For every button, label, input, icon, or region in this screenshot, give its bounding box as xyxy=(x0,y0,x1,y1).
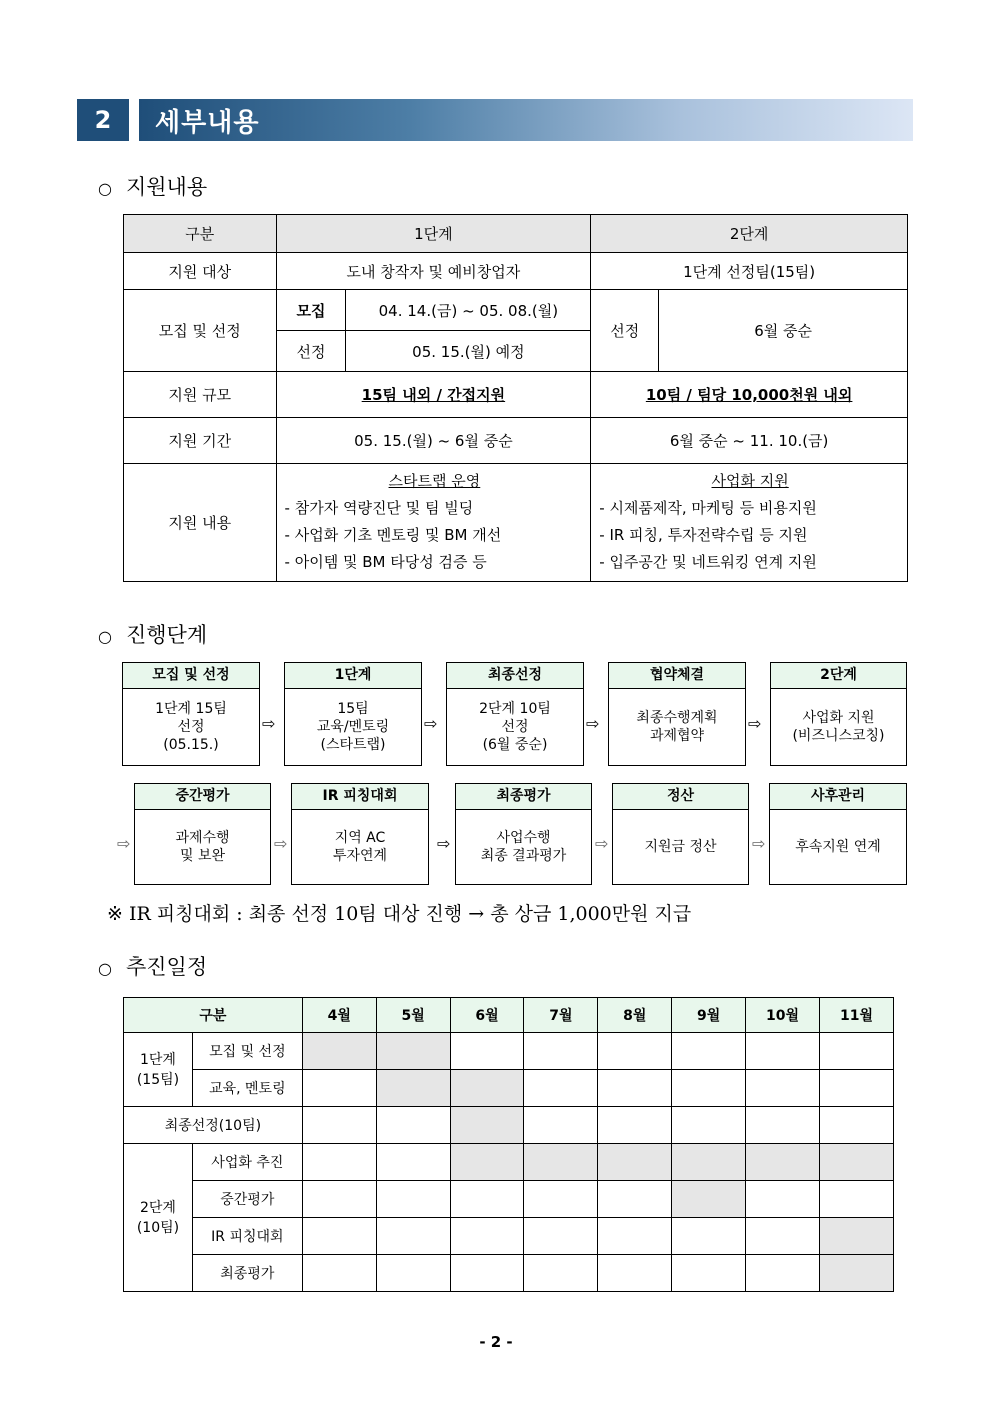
month-header: 5월 xyxy=(376,998,450,1033)
schedule-cell xyxy=(820,1070,894,1107)
process-step-line: (05.15.) xyxy=(163,737,219,753)
schedule-cell xyxy=(746,1107,820,1144)
ir-pitching-note: ※ IR 피칭대회 : 최종 선정 10팀 대상 진행 → 총 상금 1,000만원 지급 xyxy=(107,903,692,925)
month-header: 7월 xyxy=(524,998,598,1033)
schedule-cell xyxy=(672,1218,746,1255)
schedule-cell xyxy=(302,1107,376,1144)
right-arrow-icon: ⇨ xyxy=(586,714,600,733)
support-table xyxy=(123,214,908,582)
schedule-cell xyxy=(524,1070,598,1107)
schedule-cell-active xyxy=(598,1144,672,1181)
process-step-line: (비즈니스코칭) xyxy=(792,728,885,744)
subhead-support xyxy=(98,171,207,201)
schedule-cell xyxy=(524,1033,598,1070)
process-step-line: 지원금 정산 xyxy=(644,839,717,855)
process-step-title: 중간평가 xyxy=(135,784,270,810)
row-target xyxy=(124,253,908,290)
schedule-cell xyxy=(598,1255,672,1292)
subhead-process-text: 진행단계 xyxy=(125,623,208,647)
content-stage2-title: 사업화 지원 xyxy=(711,472,789,490)
schedule-row-commercialization xyxy=(124,1144,894,1181)
section-number: 2 xyxy=(77,99,129,141)
schedule-row-label: 최종선정(10팀) xyxy=(124,1107,303,1144)
support-table-header xyxy=(124,215,908,253)
schedule-cell xyxy=(820,1181,894,1218)
section-title: 세부내용 xyxy=(155,107,260,138)
schedule-cell-active xyxy=(376,1033,450,1070)
scale-stage1-text: 15팀 내외 / 간접지원 xyxy=(361,386,506,404)
process-step-body xyxy=(613,810,748,884)
schedule-row-label: 최종평가 xyxy=(192,1255,302,1292)
target-stage2: 1단계 선정팀(15팀) xyxy=(591,253,908,290)
content-stage1 xyxy=(276,464,591,582)
process-step-line: 투자연계 xyxy=(332,848,388,864)
schedule-cell xyxy=(598,1181,672,1218)
process-step-title: 최종평가 xyxy=(456,784,591,810)
content-label: 지원 내용 xyxy=(124,464,277,582)
scale-stage2-text: 10팀 / 팀당 10,000천원 내외 xyxy=(645,386,853,404)
target-stage1: 도내 창작자 및 예비창업자 xyxy=(276,253,591,290)
schedule-cell-active xyxy=(820,1144,894,1181)
stage2-select-label: 선정 xyxy=(591,290,659,372)
process-step-title: 협약체결 xyxy=(609,663,745,689)
select-date: 05. 15.(월) 예정 xyxy=(346,331,591,372)
row-scale xyxy=(124,372,908,418)
process-step-line: 지역 AC xyxy=(334,830,386,846)
scale-stage2 xyxy=(591,372,908,418)
schedule-cell-active xyxy=(672,1181,746,1218)
content-stage1-title: 스타트랩 운영 xyxy=(388,472,481,490)
process-step-body xyxy=(609,689,745,765)
process-step-recruit xyxy=(122,662,260,766)
content-stage2-item: - 시제품제작, 마케팅 등 비용지원 xyxy=(599,499,817,517)
recruit-label: 모집 및 선정 xyxy=(124,290,277,372)
process-step-final-eval xyxy=(455,783,592,885)
select-sub-label: 선정 xyxy=(276,331,346,372)
month-header: 6월 xyxy=(450,998,524,1033)
schedule-row-ir-pitching xyxy=(124,1218,894,1255)
process-step-midterm xyxy=(134,783,271,885)
schedule-cell xyxy=(450,1033,524,1070)
schedule-cell-active xyxy=(302,1033,376,1070)
recruit-period: 04. 14.(금) ~ 05. 08.(월) xyxy=(346,290,591,331)
schedule-cell xyxy=(376,1107,450,1144)
content-stage1-item: - 참가자 역량진단 및 팀 빌딩 xyxy=(284,499,474,517)
scale-stage1 xyxy=(276,372,591,418)
schedule-row-label: 사업화 추진 xyxy=(192,1144,302,1181)
process-step-title: 1단계 xyxy=(285,663,421,689)
bullet-icon: ○ xyxy=(98,179,112,198)
right-arrow-icon: ⇨ xyxy=(424,714,438,733)
month-header: 9월 xyxy=(672,998,746,1033)
schedule-cell xyxy=(450,1255,524,1292)
target-label: 지원 대상 xyxy=(124,253,277,290)
month-header: 10월 xyxy=(746,998,820,1033)
process-step-body xyxy=(447,689,583,765)
process-step-line: 최종 결과평가 xyxy=(480,848,567,864)
schedule-row-label: 중간평가 xyxy=(192,1181,302,1218)
stage1-group-label: 1단계 (15팀) xyxy=(124,1033,193,1107)
schedule-cell-active xyxy=(376,1070,450,1107)
month-header: 4월 xyxy=(302,998,376,1033)
subhead-process xyxy=(98,619,207,649)
process-step-title: 2단계 xyxy=(771,663,906,689)
process-step-body xyxy=(456,810,591,884)
schedule-cell-active xyxy=(524,1144,598,1181)
process-step-body xyxy=(285,689,421,765)
schedule-cell xyxy=(672,1107,746,1144)
right-arrow-icon: ⇨ xyxy=(437,834,451,853)
schedule-cell xyxy=(598,1033,672,1070)
schedule-cell xyxy=(450,1218,524,1255)
schedule-cell xyxy=(746,1181,820,1218)
process-step-title: 사후관리 xyxy=(770,784,906,810)
schedule-row-recruit xyxy=(124,1033,894,1070)
content-stage2 xyxy=(591,464,908,582)
schedule-cell xyxy=(302,1070,376,1107)
schedule-table xyxy=(123,997,894,1292)
process-step-line: 1단계 15팀 xyxy=(155,701,227,717)
process-step-line: 과제수행 xyxy=(175,830,230,846)
schedule-cell xyxy=(598,1218,672,1255)
process-step-line: 최종수행계획 xyxy=(636,710,718,726)
process-step-title: 모집 및 선정 xyxy=(123,663,259,689)
process-step-line: 과제협약 xyxy=(649,728,705,744)
process-step-body xyxy=(770,810,906,884)
right-arrow-icon: ⇨ xyxy=(262,714,276,733)
process-step-title: 최종선정 xyxy=(447,663,583,689)
schedule-cell xyxy=(376,1144,450,1181)
right-arrow-icon: ⇨ xyxy=(752,834,766,853)
bullet-icon: ○ xyxy=(98,627,112,646)
process-step-ir-pitching xyxy=(291,783,429,885)
schedule-row-label: 모집 및 선정 xyxy=(192,1033,302,1070)
content-stage1-item: - 사업화 기초 멘토링 및 BM 개선 xyxy=(284,526,502,544)
process-step-final-selection xyxy=(446,662,584,766)
right-arrow-icon: ⇨ xyxy=(117,834,131,853)
content-stage2-item: - 입주공간 및 네트워킹 연계 지원 xyxy=(599,553,817,571)
schedule-cell xyxy=(376,1255,450,1292)
schedule-cell xyxy=(524,1218,598,1255)
schedule-cell xyxy=(746,1255,820,1292)
row-content xyxy=(124,464,908,582)
right-arrow-icon: ⇨ xyxy=(274,834,288,853)
header-stage1: 1단계 xyxy=(276,215,591,253)
process-step-settlement xyxy=(612,783,749,885)
subhead-schedule xyxy=(98,951,207,981)
process-step-body xyxy=(771,689,906,765)
schedule-cell-active xyxy=(450,1107,524,1144)
schedule-cell-active xyxy=(820,1218,894,1255)
section-title-bar xyxy=(139,99,913,141)
process-step-followup xyxy=(769,783,907,885)
stage2-group-label: 2단계 (10팀) xyxy=(124,1144,193,1292)
process-step-stage2 xyxy=(770,662,907,766)
process-step-line: 2단계 10팀 xyxy=(479,701,551,717)
schedule-row-midterm xyxy=(124,1181,894,1218)
schedule-cell xyxy=(302,1218,376,1255)
schedule-cell-active xyxy=(820,1255,894,1292)
schedule-row-final-selection xyxy=(124,1107,894,1144)
schedule-cell xyxy=(746,1218,820,1255)
period-stage2: 6월 중순 ~ 11. 10.(금) xyxy=(591,418,908,464)
process-step-line: 및 보완 xyxy=(179,848,226,864)
schedule-cell-active xyxy=(672,1144,746,1181)
month-header: 11월 xyxy=(820,998,894,1033)
header-category: 구분 xyxy=(124,215,277,253)
period-stage1: 05. 15.(월) ~ 6월 중순 xyxy=(276,418,591,464)
schedule-cell-active xyxy=(450,1070,524,1107)
subhead-schedule-text: 추진일정 xyxy=(125,955,208,979)
schedule-cell xyxy=(672,1255,746,1292)
header-stage2: 2단계 xyxy=(591,215,908,253)
schedule-cell xyxy=(598,1107,672,1144)
process-step-title: IR 피칭대회 xyxy=(292,784,428,810)
schedule-cell xyxy=(524,1255,598,1292)
scale-label: 지원 규모 xyxy=(124,372,277,418)
process-step-line: 선정 xyxy=(177,719,205,735)
schedule-cell xyxy=(746,1070,820,1107)
process-step-line: 사업화 지원 xyxy=(802,710,875,726)
process-step-title: 정산 xyxy=(613,784,748,810)
schedule-cell xyxy=(302,1255,376,1292)
schedule-row-final-eval xyxy=(124,1255,894,1292)
process-step-stage1 xyxy=(284,662,422,766)
process-step-line: 사업수행 xyxy=(496,830,551,846)
page-number: - 2 - xyxy=(479,1333,513,1351)
schedule-row-label: 교육, 멘토링 xyxy=(192,1070,302,1107)
process-step-line: (스타트랩) xyxy=(320,737,386,753)
schedule-cell xyxy=(302,1181,376,1218)
schedule-cell xyxy=(746,1033,820,1070)
period-label: 지원 기간 xyxy=(124,418,277,464)
schedule-row-label: IR 피칭대회 xyxy=(192,1218,302,1255)
process-step-line: 교육/멘토링 xyxy=(316,719,390,735)
schedule-cell xyxy=(820,1107,894,1144)
schedule-row-mentoring xyxy=(124,1070,894,1107)
schedule-cell xyxy=(376,1218,450,1255)
stage2-select-value: 6월 중순 xyxy=(659,290,908,372)
process-step-line: 후속지원 연계 xyxy=(795,839,881,855)
process-step-body xyxy=(123,689,259,765)
schedule-cell xyxy=(450,1181,524,1218)
recruit-sub-label: 모집 xyxy=(276,290,346,331)
schedule-cell xyxy=(524,1181,598,1218)
month-header: 8월 xyxy=(598,998,672,1033)
schedule-header-category: 구분 xyxy=(124,998,303,1033)
schedule-cell xyxy=(672,1070,746,1107)
process-step-body xyxy=(135,810,270,884)
schedule-cell xyxy=(598,1070,672,1107)
right-arrow-icon: ⇨ xyxy=(595,834,609,853)
schedule-cell-active xyxy=(450,1144,524,1181)
process-step-agreement xyxy=(608,662,746,766)
process-step-line: (6월 중순) xyxy=(482,737,548,753)
process-step-body xyxy=(292,810,428,884)
schedule-cell xyxy=(672,1033,746,1070)
row-period xyxy=(124,418,908,464)
content-stage1-item: - 아이템 및 BM 타당성 검증 등 xyxy=(284,553,487,571)
bullet-icon: ○ xyxy=(98,959,112,978)
schedule-cell xyxy=(524,1107,598,1144)
process-step-line: 선정 xyxy=(501,719,529,735)
schedule-cell xyxy=(376,1181,450,1218)
row-recruit xyxy=(124,290,908,331)
schedule-cell-active xyxy=(746,1144,820,1181)
right-arrow-icon: ⇨ xyxy=(748,714,762,733)
schedule-header-row xyxy=(124,998,894,1033)
process-step-line: 15팀 xyxy=(337,701,369,717)
content-stage2-item: - IR 피칭, 투자전략수립 등 지원 xyxy=(599,526,808,544)
schedule-cell xyxy=(820,1033,894,1070)
subhead-support-text: 지원내용 xyxy=(125,175,208,199)
schedule-cell xyxy=(302,1144,376,1181)
